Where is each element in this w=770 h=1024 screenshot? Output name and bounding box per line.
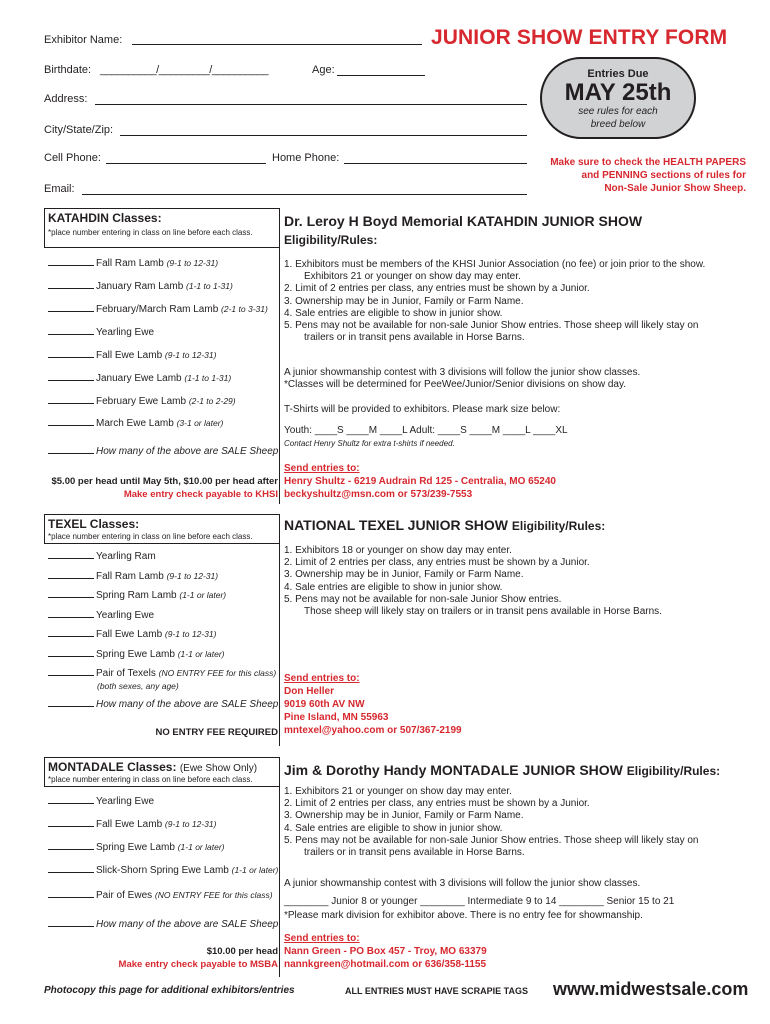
texel-class-row[interactable]: Fall Ram Lamb (9-1 to 12-31) — [48, 571, 218, 582]
katahdin-sale-row[interactable]: How many of the above are SALE Sheep — [48, 446, 278, 457]
photocopy-note: Photocopy this page for additional exhibitors/entries — [44, 985, 295, 996]
age-field[interactable] — [337, 75, 425, 76]
email-label: Email: — [44, 183, 75, 195]
entries-due-label: Entries Due — [587, 68, 649, 80]
cell-phone-field[interactable] — [106, 163, 266, 164]
address-label: Address: — [44, 93, 88, 105]
katahdin-class-row[interactable]: Fall Ewe Lamb (9-1 to 12-31) — [48, 350, 216, 361]
form-title: JUNIOR SHOW ENTRY FORM — [431, 26, 728, 49]
montadale-send: Send entries to: Nann Green - PO Box 457 - Troy, MO 63379 nannkgreen@hotmail.com or 636/358-1155 — [284, 933, 487, 970]
scrapie-note: ALL ENTRIES MUST HAVE SCRAPIE TAGS — [345, 986, 529, 996]
texel-pair-sub: (both sexes, any age) — [97, 681, 179, 691]
texel-sale-row[interactable]: How many of the above are SALE Sheep — [48, 699, 278, 710]
tshirt-sizes[interactable]: Youth: ____S ____M ____L Adult: ____S ____M ____L ____XL — [284, 425, 568, 436]
texel-heading: TEXEL Classes: — [48, 517, 140, 531]
website-link[interactable]: www.midwestsale.com — [553, 979, 749, 999]
texel-title: NATIONAL TEXEL JUNIOR SHOW Eligibility/Rules: — [284, 517, 606, 533]
montadale-class-row[interactable]: Spring Ewe Lamb (1-1 or later) — [48, 842, 224, 853]
katahdin-subtitle: Eligibility/Rules: — [284, 233, 378, 247]
katahdin-title: Dr. Leroy H Boyd Memorial KATAHDIN JUNIOR SHOW — [284, 213, 643, 229]
home-phone-field[interactable] — [344, 163, 527, 164]
texel-class-row[interactable]: Yearling Ram — [48, 551, 156, 562]
home-phone-label: Home Phone: — [272, 152, 340, 164]
montadale-class-row[interactable]: Yearling Ewe — [48, 796, 154, 807]
montadale-title: Jim & Dorothy Handy MONTADALE JUNIOR SHOW Eligibility/Rules: — [284, 762, 721, 778]
montadale-class-row[interactable]: Fall Ewe Lamb (9-1 to 12-31) — [48, 819, 216, 830]
katahdin-class-row[interactable]: March Ewe Lamb (3-1 or later) — [48, 418, 223, 429]
age-label: Age: — [312, 64, 335, 76]
city-field[interactable] — [120, 135, 527, 136]
texel-class-row[interactable]: Spring Ewe Lamb (1-1 or later) — [48, 649, 224, 660]
montadale-class-row[interactable]: Pair of Ewes (NO ENTRY FEE for this class) — [48, 890, 273, 901]
due-date: MAY 25th — [564, 79, 672, 106]
katahdin-class-row[interactable]: January Ewe Lamb (1-1 to 1-31) — [48, 373, 231, 384]
montadale-heading: MONTADALE Classes: (Ewe Show Only) — [48, 760, 258, 774]
montadale-rules: 1. Exhibitors 21 or younger on show day may enter. 2. Limit of 2 entries per class, any entries must be shown by a Junior. 3. Ownership may be in Junior, Family or Farm Name. 4. Sale entries are eligible to show in junior show. 5. Pens may not be available for non-sale Junior Show entries. Those sheep will likely stay on trailers or in transit pens available in Horse Barns. — [284, 786, 699, 859]
entries-due-badge — [540, 57, 696, 139]
texel-class-row[interactable]: Yearling Ewe — [48, 610, 154, 621]
badge-rules-line2: breed below — [590, 119, 646, 130]
montadale-note: *place number entering in class on line before each class. — [48, 775, 253, 784]
montadale-divisions[interactable]: ________ Junior 8 or younger ________ Intermediate 9 to 14 ________ Senior 15 to 21 — [284, 896, 675, 907]
katahdin-rules: 1. Exhibitors must be members of the KHSI Junior Association (no fee) or join prior to the show. Exhibitors 21 or younger on show day may enter. 2. Limit of 2 entries per class, any entries must be shown by a Junior. 3. Ownership may be in Junior, Family or Farm Name. 4. Sale entries are eligible to show in junior show. 5. Pens may not be available for non-sale Junior Show entries. Those sheep will likely stay on trailers or in transit pens available in Horse Barns. — [284, 259, 706, 344]
montadale-sale-row[interactable]: How many of the above are SALE Sheep — [48, 919, 278, 930]
birthdate-field[interactable]: __________/_________/__________ — [100, 64, 269, 76]
email-field[interactable] — [82, 194, 527, 195]
katahdin-showmanship: A junior showmanship contest with 3 divisions will follow the junior show classes. *Classes will be determined for PeeWee/Junior/Senior divisions on show day. — [284, 367, 641, 391]
exhibitor-name-label: Exhibitor Name: — [44, 34, 123, 46]
texel-send: Send entries to: Don Heller 9019 60th AV NW Pine Island, MN 55963 mntexel@yahoo.com or 507/367-2199 — [284, 673, 462, 736]
exhibitor-name-field[interactable] — [132, 44, 422, 45]
texel-note: *place number entering in class on line before each class. — [48, 532, 253, 541]
birthdate-label: Birthdate: — [44, 64, 92, 76]
badge-rules-line1: see rules for each — [578, 106, 658, 117]
katahdin-class-row[interactable]: January Ram Lamb (1-1 to 1-31) — [48, 281, 233, 292]
texel-fee: NO ENTRY FEE REQUIRED — [155, 727, 278, 738]
texel-class-row[interactable]: Pair of Texels (NO ENTRY FEE for this class) — [48, 668, 276, 679]
city-label: City/State/Zip: — [44, 124, 114, 136]
health-notice: Make sure to check the HEALTH PAPERS and PENNING sections of rules for Non-Sale Junior Show Sheep. — [550, 157, 746, 194]
montadale-division-note: *Please mark division for exhibitor above. There is no entry fee for showmanship. — [284, 910, 643, 921]
katahdin-send: Send entries to: Henry Shultz - 6219 Audrain Rd 125 - Centralia, MO 65240 beckyshultz@msn.com or 573/239-7553 — [284, 463, 556, 500]
texel-class-row[interactable]: Spring Ram Lamb (1-1 or later) — [48, 590, 226, 601]
katahdin-fee: $5.00 per head until May 5th, $10.00 per head after Make entry check payable to KHSI — [51, 476, 278, 500]
montadale-fee: $10.00 per head Make entry check payable to MSBA — [118, 946, 278, 970]
tshirt-note: T-Shirts will be provided to exhibitors. Please mark size below: — [284, 404, 561, 415]
texel-class-row[interactable]: Fall Ewe Lamb (9-1 to 12-31) — [48, 629, 216, 640]
texel-rules: 1. Exhibitors 18 or younger on show day may enter. 2. Limit of 2 entries per class, any entries must be shown by a Junior. 3. Ownership may be in Junior, Family or Farm Name. 4. Sale entries are eligible to show in junior show. 5. Pens may not be available for non-sale Junior Show entries. Those sheep will likely stay on trailers or in transit pens available in Horse Barns. — [284, 545, 662, 618]
montadale-class-row[interactable]: Slick-Shorn Spring Ewe Lamb (1-1 or later) — [48, 865, 278, 876]
katahdin-class-row[interactable]: February/March Ram Lamb (2-1 to 3-31) — [48, 304, 268, 315]
address-field[interactable] — [95, 104, 527, 105]
katahdin-class-row[interactable]: February Ewe Lamb (2-1 to 2-29) — [48, 396, 236, 407]
katahdin-class-row[interactable]: Fall Ram Lamb (9-1 to 12-31) — [48, 258, 218, 269]
montadale-showmanship: A junior showmanship contest with 3 divisions will follow the junior show classes. — [284, 878, 641, 889]
tshirt-contact: Contact Henry Shultz for extra t-shirts if needed. — [284, 439, 455, 448]
katahdin-note: *place number entering in class on line before each class. — [48, 228, 253, 237]
katahdin-heading: KATAHDIN Classes: — [48, 211, 162, 225]
cell-phone-label: Cell Phone: — [44, 152, 101, 164]
katahdin-class-row[interactable]: Yearling Ewe — [48, 327, 154, 338]
